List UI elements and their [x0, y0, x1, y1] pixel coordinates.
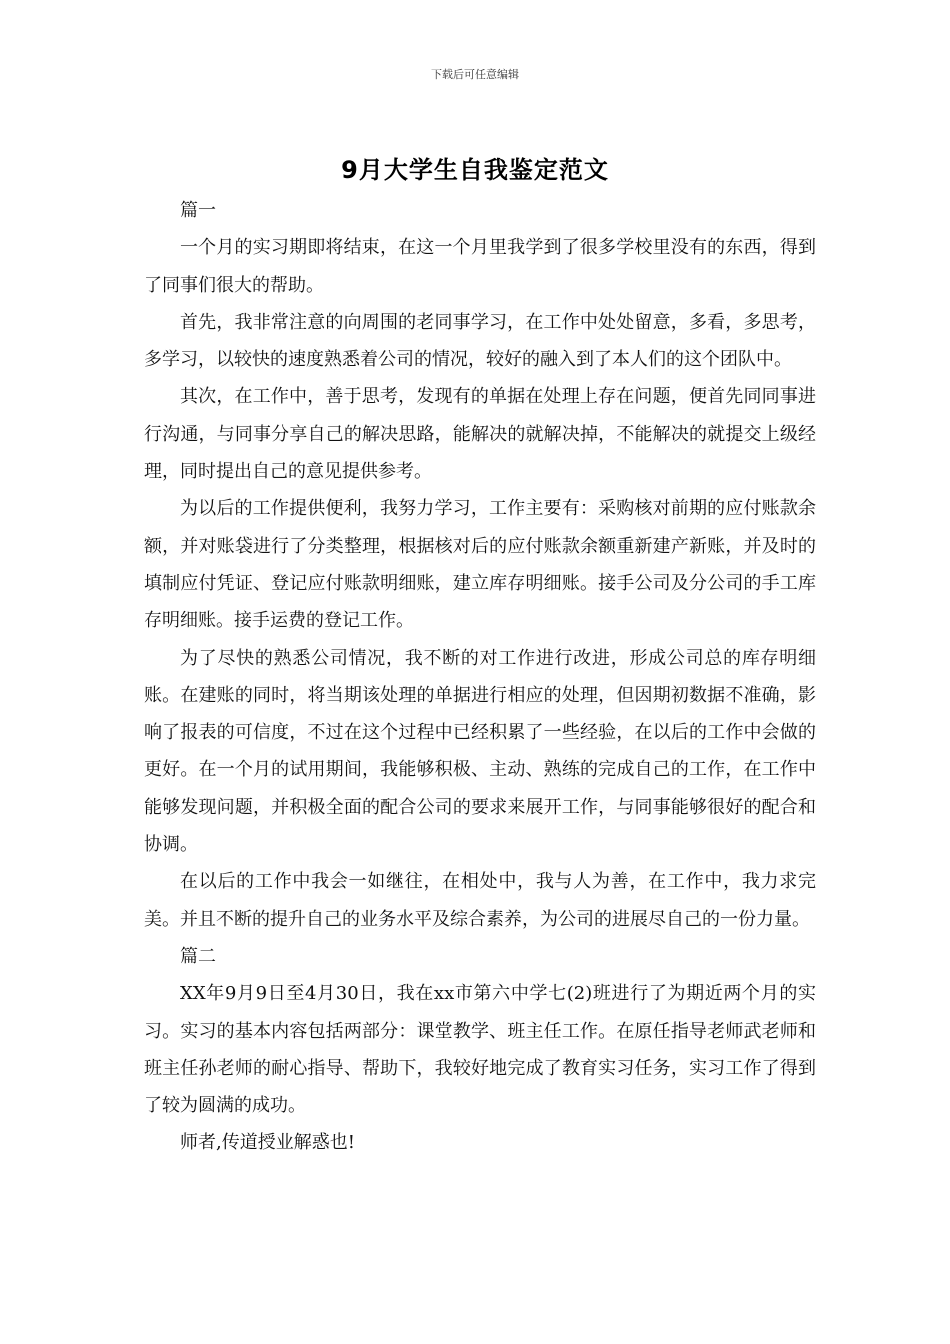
- section-heading-2: 篇二: [180, 945, 216, 967]
- paragraph: 师者,传道授业解惑也!: [180, 1132, 355, 1154]
- paragraph: 其次，在工作中，善于思考，发现有的单据在处理上存在问题，便首先同同事进行沟通，与同事分享自己的解决思路，能解决的就解决掉，不能解决的就提交上级经理，同时提出自己的意见提供参考。: [144, 386, 816, 483]
- paragraph: 一个月的实习期即将结束，在这一个月里我学到了很多学校里没有的东西，得到了同事们很大的帮助。: [144, 237, 816, 296]
- document-body: [144, 192, 816, 1162]
- page-title: 9月大学生自我鉴定范文: [341, 156, 609, 184]
- paragraph: 为以后的工作提供便利，我努力学习，工作主要有：采购核对前期的应付账款余额，并对账袋进行了分类整理，根据核对后的应付账款余额重新建产新账，并及时的填制应付凭证、登记应付账款明细账，建立库存明细账。接手公司及分公司的手工库存明细账。接手运费的登记工作。: [144, 498, 816, 632]
- paragraph: 为了尽快的熟悉公司情况，我不断的对工作进行改进，形成公司总的库存明细账。在建账的同时，将当期该处理的单据进行相应的处理，但因期初数据不准确，影响了报表的可信度，不过在这个过程中已经积累了一些经验，在以后的工作中会做的更好。在一个月的试用期间，我能够积极、主动、熟练的完成自己的工作，在工作中能够发现问题，并积极全面的配合公司的要求来展开工作，与同事能够很好的配合和协调。: [144, 647, 816, 856]
- paragraph: XX年9月9日至4月30日，我在xx市第六中学七(2)班进行了为期近两个月的实习。实习的基本内容包括两部分：课堂教学、班主任工作。在原任指导老师武老师和班主任孙老师的耐心指导、帮助下，我较好地完成了教育实习任务，实习工作了得到了较为圆满的成功。: [144, 983, 816, 1117]
- paragraph: 在以后的工作中我会一如继往，在相处中，我与人为善，在工作中，我力求完美。并且不断的提升自己的业务水平及综合素养，为公司的进展尽自己的一份力量。: [144, 871, 816, 930]
- section-heading-1: 篇一: [180, 200, 216, 221]
- paragraph: 首先，我非常注意的向周围的老同事学习，在工作中处处留意，多看，多思考，多学习，以较快的速度熟悉着公司的情况，较好的融入到了本人们的这个团队中。: [144, 311, 816, 371]
- header-note: 下载后可任意编辑: [431, 68, 519, 81]
